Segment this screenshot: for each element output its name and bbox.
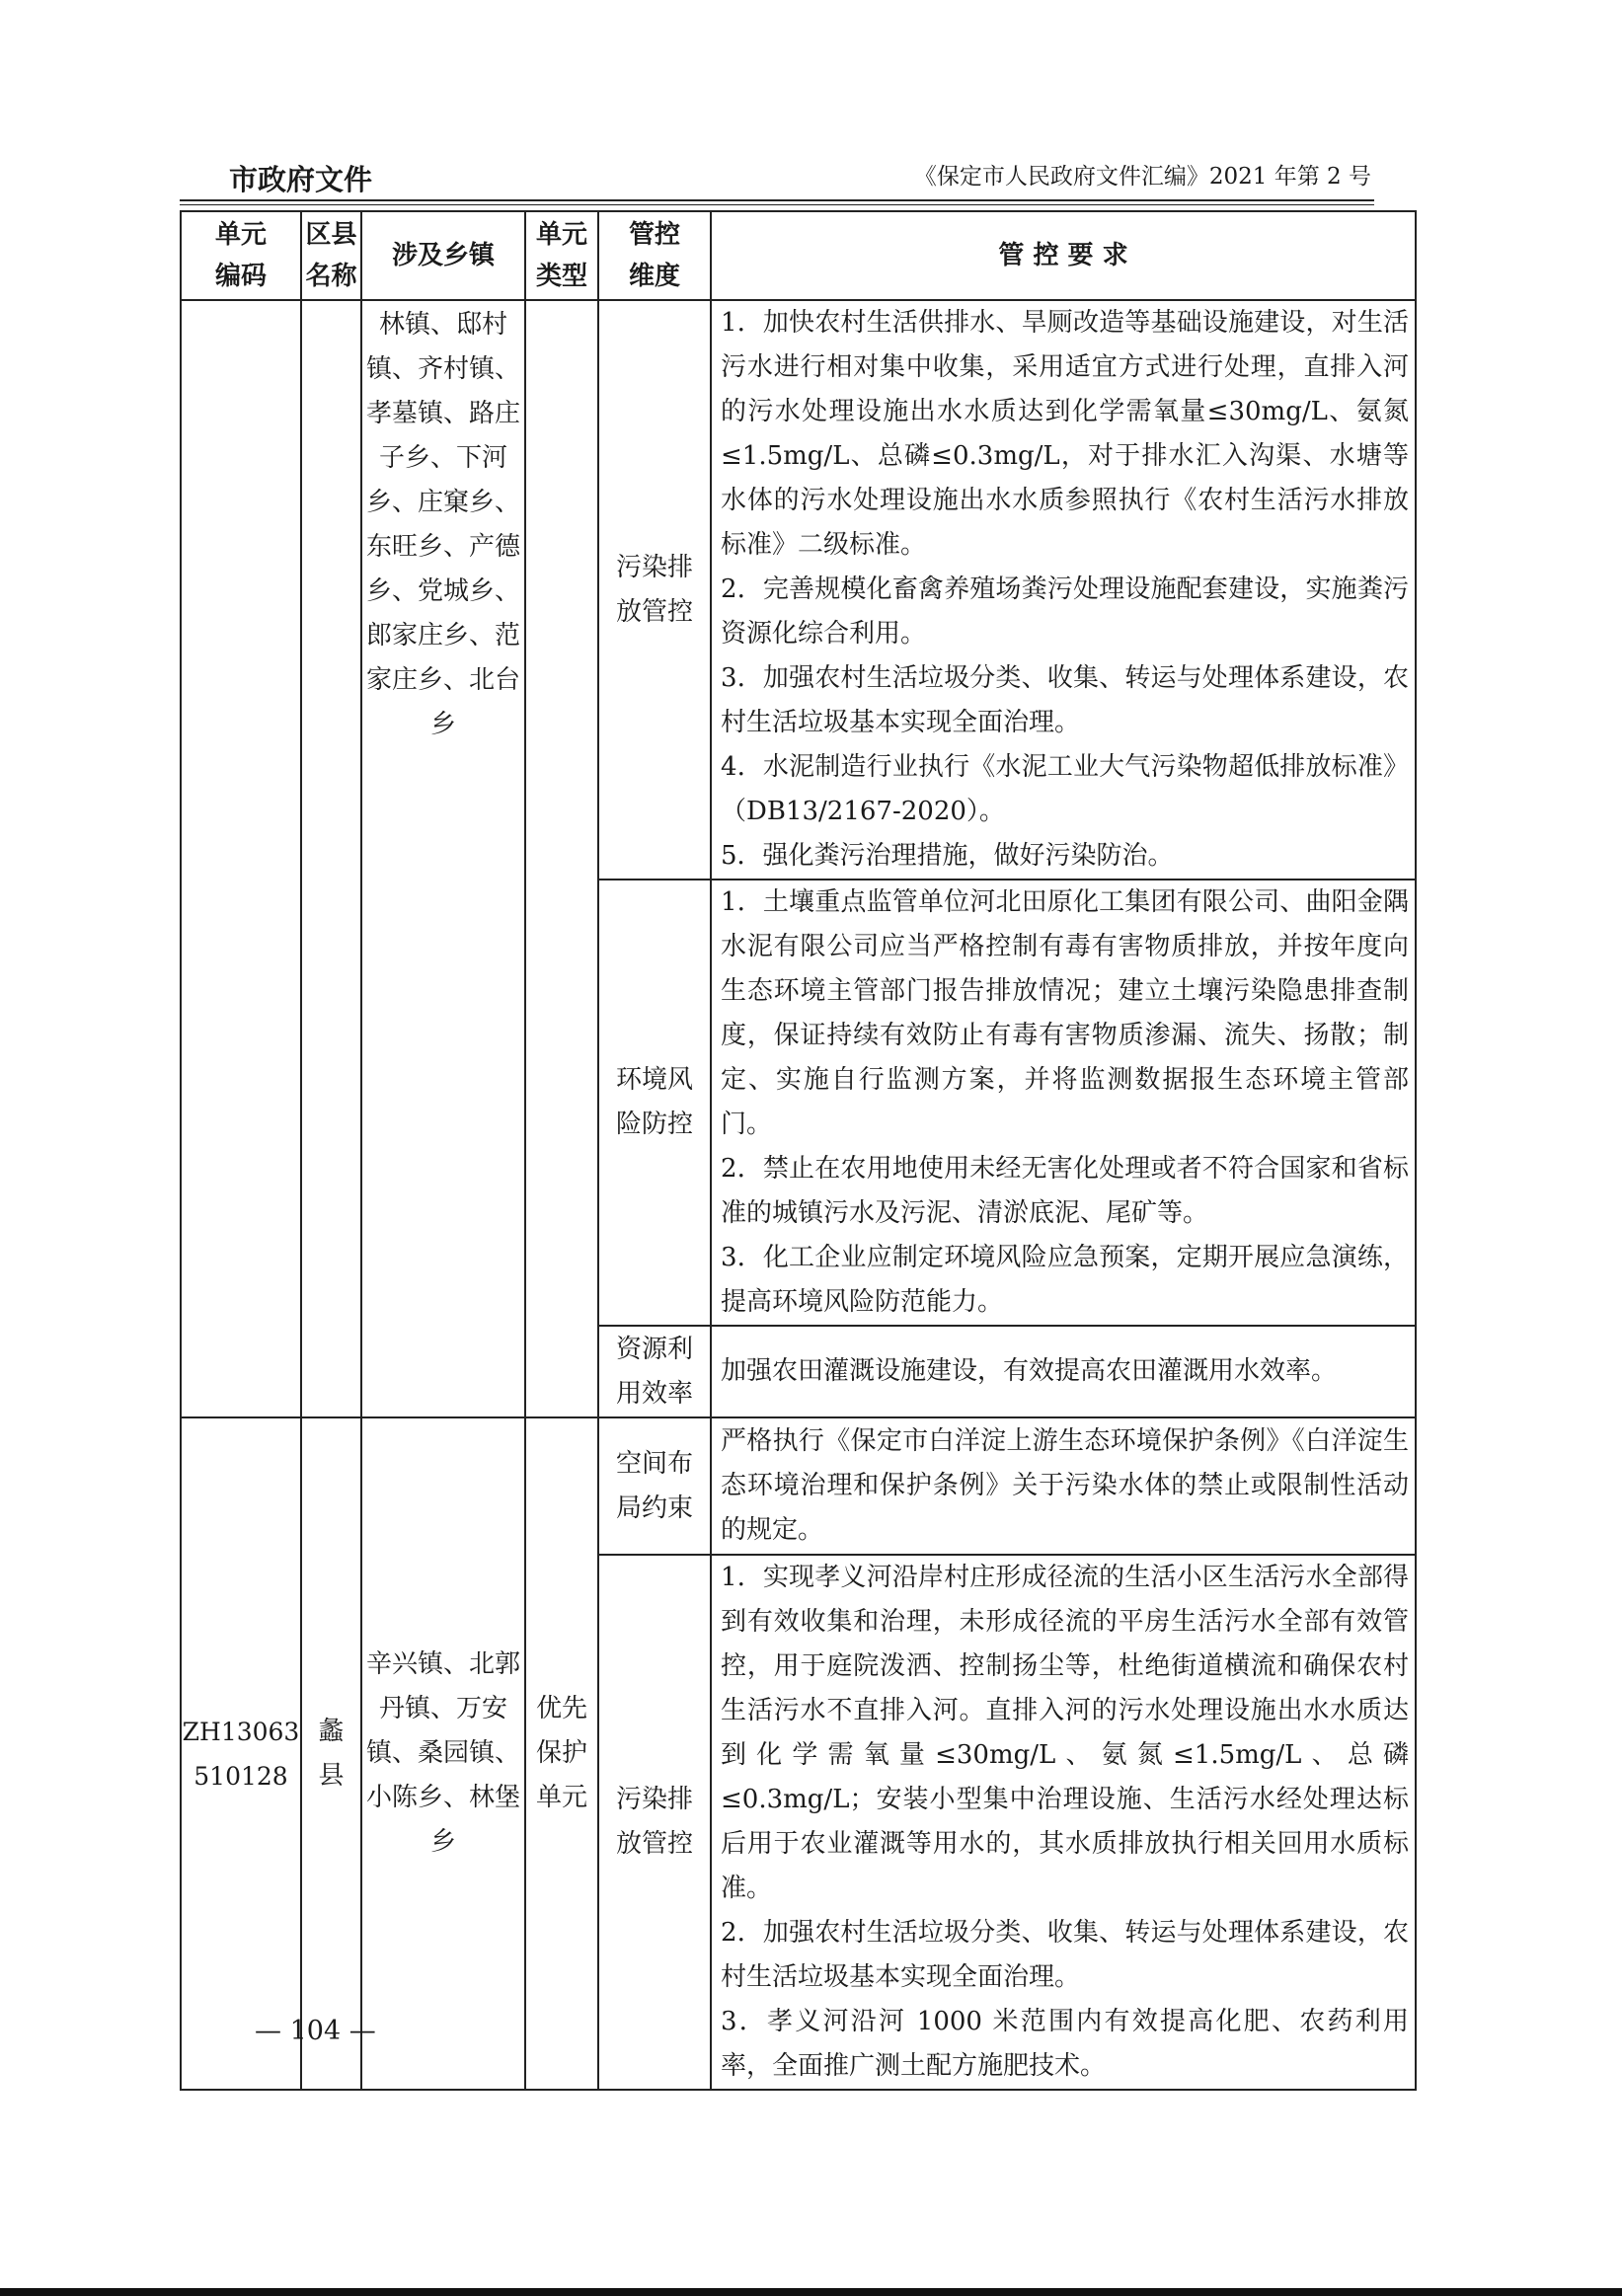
publication-title: 《保定市人民政府文件汇编》2021 年第 2 号 [913, 164, 1371, 190]
table-row [181, 300, 1416, 880]
requirement-item: 1．实现孝义河沿岸村庄形成径流的生活小区生活污水全部得到有效收集和治理，未形成径流的平房生活污水全部有效管控，用于庭院泼洒、控制扬尘等，杜绝街道横流和确保农村生活污水不直排入河。直排入河的污水处理设施出水水质达到化学需氧量≤30mg/L、氨氮≤1.5mg/L、总磷≤0.3mg/L；安装小型集中治理设施、生活污水经处理达标后用于农业灌溉等用水的，其水质排放执行相关回用水质标准。 [721, 1563, 1409, 1903]
header-unit-code: 单元 编码 [181, 211, 301, 300]
requirement-item: 严格执行《保定市白洋淀上游生态环境保护条例》《白洋淀生态环境治理和保护条例》关于污染水体的禁止或限制性活动的规定。 [721, 1426, 1409, 1545]
requirement-item: 3．加强农村生活垃圾分类、收集、转运与处理体系建设，农村生活垃圾基本实现全面治理。 [721, 663, 1409, 737]
header-rule-thin [180, 204, 1374, 205]
scan-edge-bar [0, 2288, 1622, 2296]
header-rule [180, 199, 1374, 201]
header-county-name: 区县 名称 [301, 211, 361, 300]
requirement-item: 2．加强农村生活垃圾分类、收集、转运与处理体系建设，农村生活垃圾基本实现全面治理。 [721, 1918, 1409, 1992]
requirement-item: 4．水泥制造行业执行《水泥工业大气污染物超低排放标准》（DB13/2167-2020）。 [721, 752, 1409, 826]
requirement-item: 3．化工企业应制定环境风险应急预案，定期开展应急演练，提高环境风险防范能力。 [721, 1243, 1409, 1317]
county-cell: 蠡 县 [301, 1417, 361, 2090]
document-series-title: 市政府文件 [229, 163, 373, 196]
unit-type-cell [525, 300, 598, 1417]
dimension-cell: 空间布局约束 [598, 1417, 711, 1555]
county-cell [301, 300, 361, 1417]
requirement-item: 1．土壤重点监管单位河北田原化工集团有限公司、曲阳金隅水泥有限公司应当严格控制有毒有害物质排放，并按年度向生态环境主管部门报告排放情况；建立土壤污染隐患排查制度，保证持续有效防止有毒有害物质渗漏、流失、扬散；制定、实施自行监测方案，并将监测数据报生态环境主管部门。 [721, 887, 1409, 1139]
page-number: — 104 — [255, 2016, 376, 2046]
unit-type-cell: 优先保护单元 [525, 1417, 598, 2090]
requirement-item: 1．加快农村生活供排水、旱厕改造等基础设施建设，对生活污水进行相对集中收集，采用适宜方式进行处理，直排入河的污水处理设施出水水质达到化学需氧量≤30mg/L、氨氮≤1.5mg/L、总磷≤0.3mg/L，对于排水汇入沟渠、水塘等水体的污水处理设施出水水质参照执行《农村生活污水排放标准》二级标准。 [721, 308, 1409, 560]
unit-code-cell: ZH13063 510128 [181, 1417, 301, 2090]
control-requirements-table [180, 210, 1417, 2091]
towns-cell: 辛兴镇、北郭丹镇、万安镇、桑园镇、小陈乡、林堡乡 [361, 1417, 525, 2090]
requirements-cell [711, 1555, 1416, 2090]
header-towns: 涉及乡镇 [361, 211, 525, 300]
unit-code-cell [181, 300, 301, 1417]
table-header-row [181, 211, 1416, 300]
requirement-item: 5．强化粪污治理措施，做好污染防治。 [721, 841, 1174, 871]
requirement-item: 2．禁止在农用地使用未经无害化处理或者不符合国家和省标准的城镇污水及污泥、清淤底泥、尾矿等。 [721, 1154, 1409, 1228]
requirement-item: 加强农田灌溉设施建设，有效提高农田灌溉用水效率。 [721, 1356, 1338, 1386]
header-control-requirements: 管 控 要 求 [711, 211, 1416, 300]
dimension-cell: 资源利用效率 [598, 1326, 711, 1417]
requirement-item: 2．完善规模化畜禽养殖场粪污处理设施配套建设，实施粪污资源化综合利用。 [721, 574, 1409, 649]
requirements-cell [711, 300, 1416, 880]
requirement-item: 3．孝义河沿河 1000 米范围内有效提高化肥、农药利用率，全面推广测土配方施肥技术。 [721, 2007, 1409, 2081]
table-row [181, 1417, 1416, 1555]
header-unit-type: 单元 类型 [525, 211, 598, 300]
dimension-cell: 环境风险防控 [598, 880, 711, 1326]
dimension-cell: 污染排放管控 [598, 1555, 711, 2090]
towns-cell: 林镇、邸村镇、齐村镇、孝墓镇、路庄子乡、下河乡、庄窠乡、东旺乡、产德乡、党城乡、郎家庄乡、范家庄乡、北台乡 [361, 300, 525, 1417]
requirements-cell [711, 1326, 1416, 1417]
header-control-dimension: 管控 维度 [598, 211, 711, 300]
requirements-cell [711, 1417, 1416, 1555]
requirements-cell [711, 880, 1416, 1326]
dimension-cell: 污染排放管控 [598, 300, 711, 880]
